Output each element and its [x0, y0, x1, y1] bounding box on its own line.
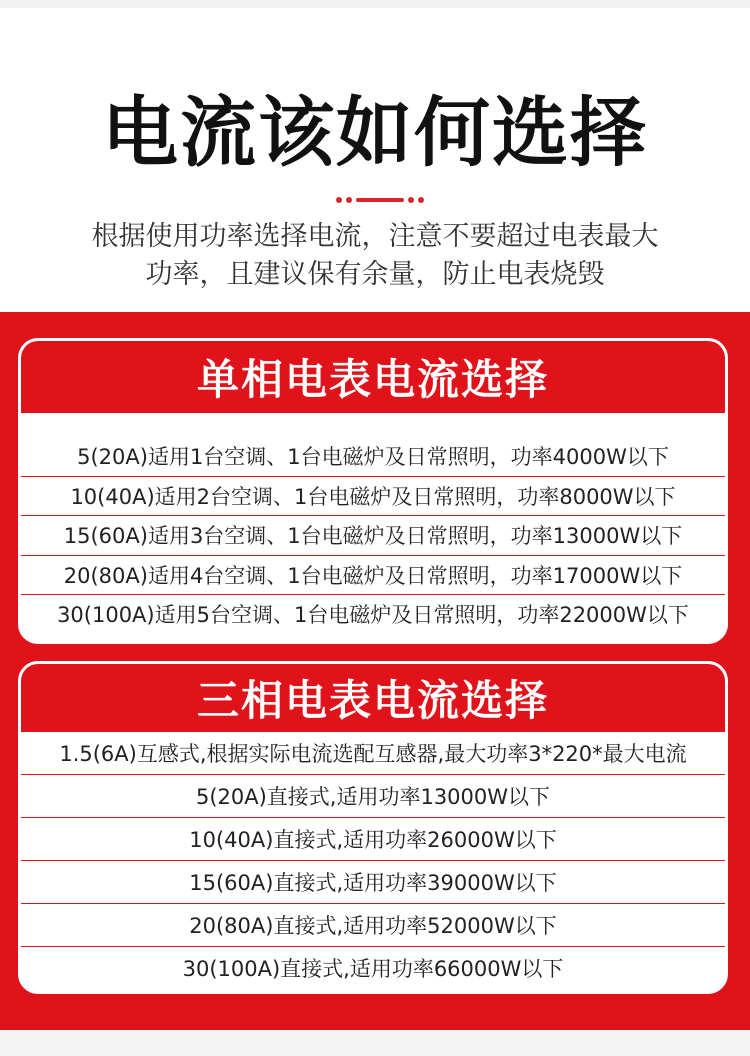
- three-phase-row: 30(100A)直接式,适用功率66000W以下: [182, 957, 564, 981]
- single-phase-row: 30(100A)适用5台空调、1台电磁炉及日常照明，功率22000W以下: [57, 603, 689, 628]
- divider-dot: [346, 197, 352, 203]
- bottom-strip: [0, 1030, 750, 1056]
- three-phase-row: 15(60A)直接式,适用功率39000W以下: [21, 861, 725, 904]
- single-phase-row: 10(40A)适用2台空调、1台电磁炉及日常照明，功率8000W以下: [21, 477, 725, 517]
- three-phase-row: 1.5(6A)互感式,根据实际电流选配互感器,最大功率3*220*最大电流: [21, 732, 725, 775]
- three-phase-row: 20(80A)直接式,适用功率52000W以下: [21, 904, 725, 947]
- single-phase-row: 20(80A)适用4台空调、1台电磁炉及日常照明，功率17000W以下: [21, 556, 725, 596]
- three-phase-row: 10(40A)直接式,适用功率26000W以下: [21, 818, 725, 861]
- divider-dash: [356, 198, 404, 202]
- top-strip: [0, 0, 750, 8]
- three-phase-row: 5(20A)直接式,适用功率13000W以下: [21, 775, 725, 818]
- single-phase-card: [18, 338, 728, 644]
- single-phase-rows: [21, 413, 725, 634]
- three-phase-card: [18, 661, 728, 994]
- page-title: 电流该如何选择: [102, 88, 648, 177]
- intro-text: [40, 218, 710, 294]
- single-phase-title: 单相电表电流选择: [21, 341, 725, 413]
- single-phase-row: 5(20A)适用1台空调、1台电磁炉及日常照明，功率4000W以下: [21, 437, 725, 477]
- three-phase-title: 三相电表电流选择: [21, 664, 725, 732]
- intro-line-1: 根据使用功率选择电流，注意不要超过电表最大: [91, 221, 659, 252]
- divider-dot: [408, 197, 414, 203]
- single-phase-row: 15(60A)适用3台空调、1台电磁炉及日常照明，功率13000W以下: [21, 516, 725, 556]
- divider-dot: [418, 197, 424, 203]
- divider-dot: [336, 197, 342, 203]
- three-phase-rows: [21, 732, 725, 989]
- intro-line-2: 功率，且建议保有余量，防止电表烧毁: [145, 259, 605, 290]
